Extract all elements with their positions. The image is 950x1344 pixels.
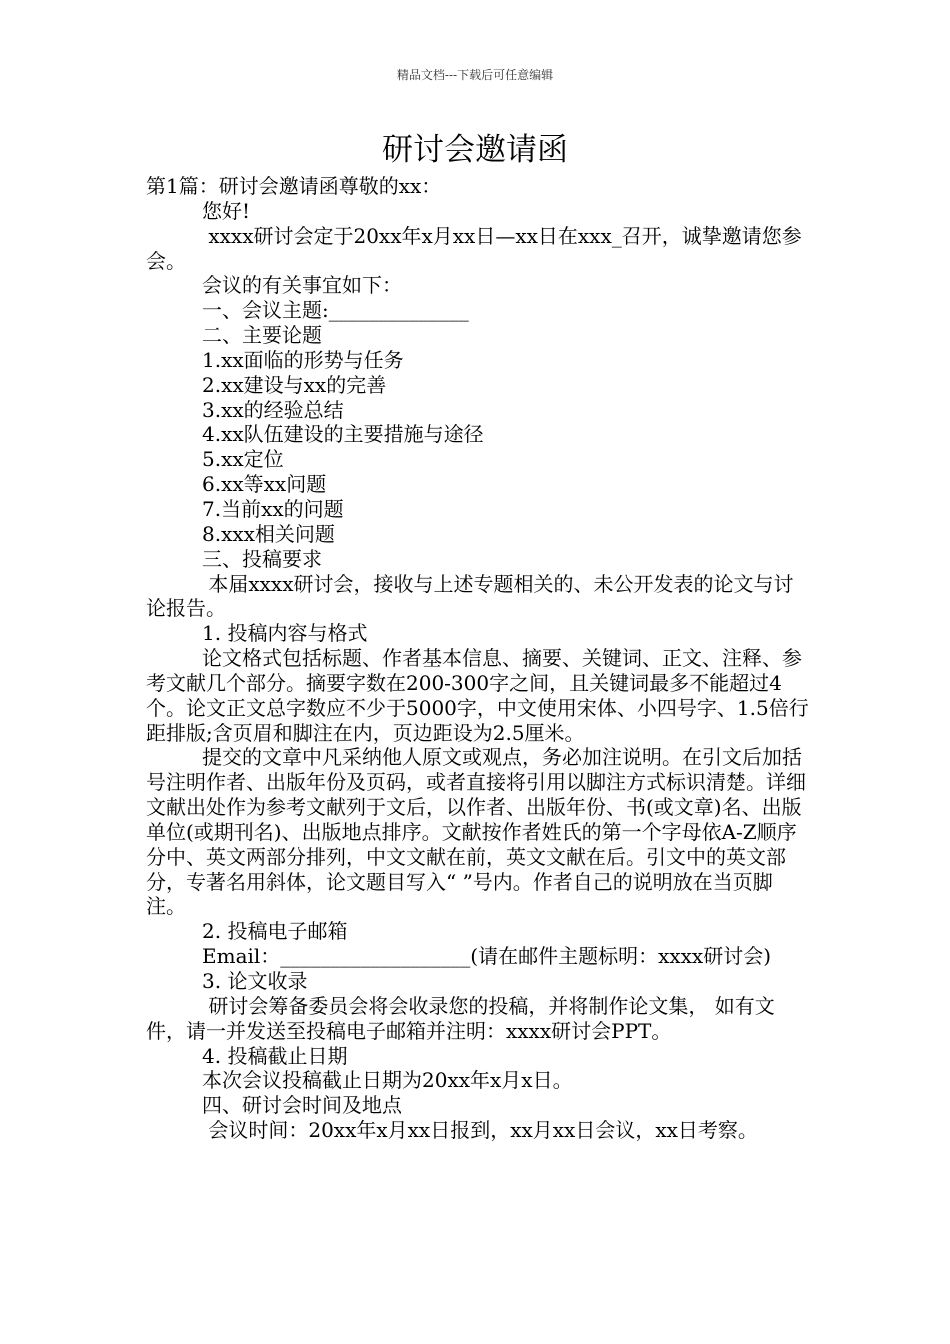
paragraph: 会议时间：20xx年x月xx日报到，xx月xx日会议，xx日考察。 <box>202 1118 758 1143</box>
paragraph: Email：___________________(请在邮件主题标明：xxxx研讨会) <box>202 944 772 969</box>
paragraph: 研讨会筹备委员会将会收录您的投稿，并将制作论文集， 如有文件，请一并发送至投稿电子邮箱并注明：xxxx研讨会PPT。 <box>146 993 775 1043</box>
paragraph: 本届xxxx研讨会，接收与上述专题相关的、未公开发表的论文与讨论报告。 <box>146 571 794 621</box>
document-title: 研讨会邀请函 <box>382 132 568 168</box>
subsection-heading: 1. 投稿内容与格式 <box>202 621 368 646</box>
list-item: 3.xx的经验总结 <box>202 397 344 422</box>
subsection-heading: 3. 论文收录 <box>202 969 308 993</box>
paragraph: 会议的有关事宜如下： <box>202 273 402 298</box>
document-body <box>146 174 810 1143</box>
paragraph: 一、会议主题:______________ <box>202 298 469 323</box>
list-item: 8.xxx相关问题 <box>202 521 335 546</box>
list-item: 5.xx定位 <box>202 447 284 472</box>
list-item: 6.xx等xx问题 <box>202 472 327 497</box>
list-item: 7.当前xx的问题 <box>202 496 344 521</box>
paragraph: 本次会议投稿截止日期为20xx年x月x日。 <box>202 1068 573 1093</box>
section-heading: 三、投稿要求 <box>202 546 322 571</box>
list-item: 1.xx面临的形势与任务 <box>202 347 404 372</box>
subsection-heading: 2. 投稿电子邮箱 <box>202 919 348 944</box>
list-item: 4.xx队伍建设的主要措施与途径 <box>202 422 484 447</box>
paragraph: 您好! <box>202 198 251 223</box>
list-item: 2.xx建设与xx的完善 <box>202 372 387 397</box>
section-heading: 四、研讨会时间及地点 <box>202 1093 402 1118</box>
page-header: 精品文档---下载后可任意编辑 <box>396 68 554 82</box>
paragraph: xxxx研讨会定于20xx年x月xx日—xx日在xxx_召开，诚挚邀请您参会。 <box>146 223 802 273</box>
subsection-heading: 4. 投稿截止日期 <box>202 1043 348 1068</box>
paragraph: 第1篇：研讨会邀请函尊敬的xx： <box>146 174 442 198</box>
paragraph: 二、主要论题 <box>202 323 322 348</box>
paragraph: 论文格式包括标题、作者基本信息、摘要、关键词、正文、注释、参考文献几个部分。摘要字数在200-300字之间，且关键词最多不能超过4个。论文正文总字数应不少于5000字，中文使用宋体、小四号字、1.5倍行距排版;含页眉和脚注在内，页边距设为2.5厘米。 <box>146 646 809 745</box>
paragraph: 提交的文章中凡采纳他人原文或观点，务必加注说明。在引文后加括号注明作者、出版年份及页码，或者直接将引用以脚注方式标识清楚。详细文献出处作为参考文献列于文后，以作者、出版年份、书(或文章)名、出版单位(或期刊名)、出版地点排序。文献按作者姓氏的第一个字母依A-Z顺序分中、英文两部分排列，中文文献在前，英文文献在后。引文中的英文部分，专著名用斜体，论文题目写入“ ”号内。作者自己的说明放在当页脚注。 <box>146 745 806 919</box>
